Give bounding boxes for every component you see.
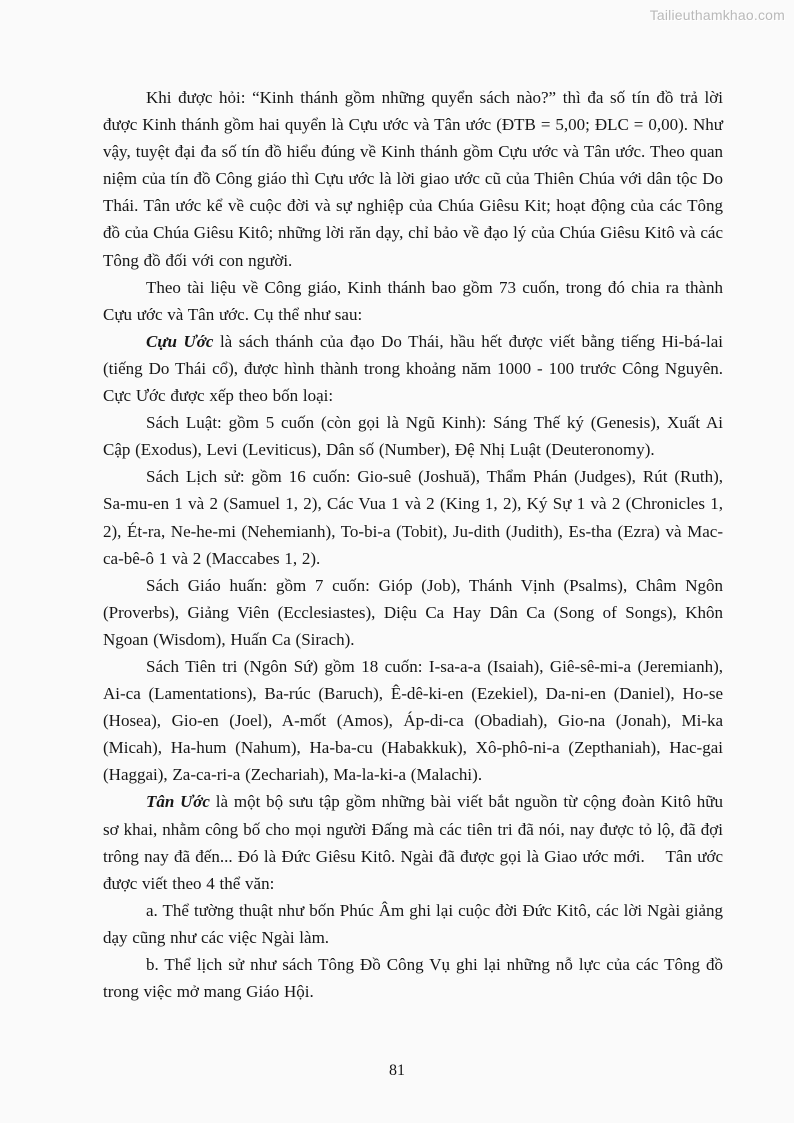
paragraph (103, 572, 723, 653)
text-run: b. Thể lịch sử như sách Tông Đồ Công Vụ ghi lại những nỗ lực của các Tông đồ trong việc mở mang Giáo Hội. (103, 955, 723, 1002)
text-run: Sách Lịch sử: gồm 16 cuốn: Gio-suê (Joshuă), Thẩm Phán (Judges), Rút (Ruth), Sa-mu-en 1 và 2 (Samuel 1, 2), Các Vua 1 và 2 (King 1, 2), Ký Sự 1 và 2 (Chronicles 1, 2), Ét-ra, Ne-he-mi (Nehemianh), To-bi-a (Tobit), Ju-dith (Judith), Es-tha (Ezra) và Mac-ca-bê-ô 1 và 2 (Maccabes 1, 2). (103, 467, 723, 568)
text-run: Khi được hỏi: “Kinh thánh gồm những quyển sách nào?” thì đa số tín đồ trả lời được Kinh thánh gồm hai quyển là Cựu ước và Tân ước (ĐTB = 5,00; ĐLC = 0,00). Như vậy, tuyệt đại đa số tín đồ hiểu đúng về Kinh thánh gồm Cựu ước và Tân ước. Theo quan niệm của tín đồ Công giáo thì Cựu ước là lời giao ước cũ của Thiên Chúa với dân tộc Do Thái. Tân ước kể về cuộc đời và sự nghiệp của Chúa Giêsu Kit; hoạt động của các Tông đồ của Chúa Giêsu Kitô; những lời răn dạy, chỉ bảo về đạo lý của Chúa Giêsu Kitô và các Tông đồ đối với con người. (103, 88, 723, 270)
watermark: Tailieuthamkhao.com (649, 7, 785, 23)
paragraph (103, 409, 723, 463)
paragraph (103, 328, 723, 409)
text-run: là sách thánh của đạo Do Thái, hầu hết được viết bằng tiếng Hi-bá-lai (tiếng Do Thái cổ), được hình thành trong khoảng năm 1000 - 100 trước Công Nguyên. Cực Ước được xếp theo bốn loại: (103, 331, 723, 406)
text-run: Theo tài liệu về Công giáo, Kinh thánh bao gồm 73 cuốn, trong đó chia ra thành Cựu ước và Tân ước. Cụ thể như sau: (103, 277, 723, 324)
text-run: Sách Luật: gồm 5 cuốn (còn gọi là Ngũ Kinh): Sáng Thế ký (Genesis), Xuất Ai Cập (Exodus), Levi (Leviticus), Dân số (Number), Đệ Nhị Luật (Deuteronomy). (103, 413, 723, 460)
paragraph (103, 463, 723, 571)
text-run: là một bộ sưu tập gồm những bài viết bắt nguồn từ cộng đoàn Kitô hữu sơ khai, nhằm công bố cho mọi người Đấng mà các tiên tri đã nói, nay được tỏ lộ, đã đợi trông nay đã đến... Đó là Đức Giêsu Kitô. Ngài đã được gọi là Giao ước mới. Tân ước được viết theo 4 thể văn: (103, 792, 723, 893)
document-body (103, 84, 723, 1005)
paragraph (103, 274, 723, 328)
text-run: a. Thể tường thuật như bốn Phúc Âm ghi lại cuộc đời Đức Kitô, các lời Ngài giảng dạy cũng như các việc Ngài làm. (103, 900, 723, 947)
emphasized-term: Tân Ước (146, 792, 210, 812)
paragraph (103, 951, 723, 1005)
text-run: Sách Tiên tri (Ngôn Sứ) gồm 18 cuốn: I-sa-a-a (Isaiah), Giê-sê-mi-a (Jeremianh), Ai-ca (Lamentations), Ba-rúc (Baruch), Ê-dê-ki-en (Ezekiel), Da-ni-en (Daniel), Ho-se (Hosea), Gio-en (Joel), A-mốt (Amos), Áp-di-ca (Obadiah), Gio-na (Jonah), Mi-ka (Micah), Ha-hum (Nahum), Ha-ba-cu (Habakkuk), Xô-phô-ni-a (Zepthaniah), Hac-gai (Haggai), Za-ca-ri-a (Zechariah), Ma-la-ki-a (Malachi). (103, 656, 723, 785)
text-run: Sách Giáo huấn: gồm 7 cuốn: Gióp (Job), Thánh Vịnh (Psalms), Châm Ngôn (Proverbs), Giảng Viên (Ecclesiastes), Diệu Ca Hay Dân Ca (Song of Songs), Khôn Ngoan (Wisdom), Huấn Ca (Sirach). (103, 575, 723, 649)
paragraph (103, 897, 723, 951)
emphasized-term: Cựu Ước (146, 331, 214, 351)
paragraph (103, 788, 723, 896)
paragraph (103, 653, 723, 788)
page-number: 81 (389, 1062, 405, 1079)
paragraph (103, 84, 723, 274)
